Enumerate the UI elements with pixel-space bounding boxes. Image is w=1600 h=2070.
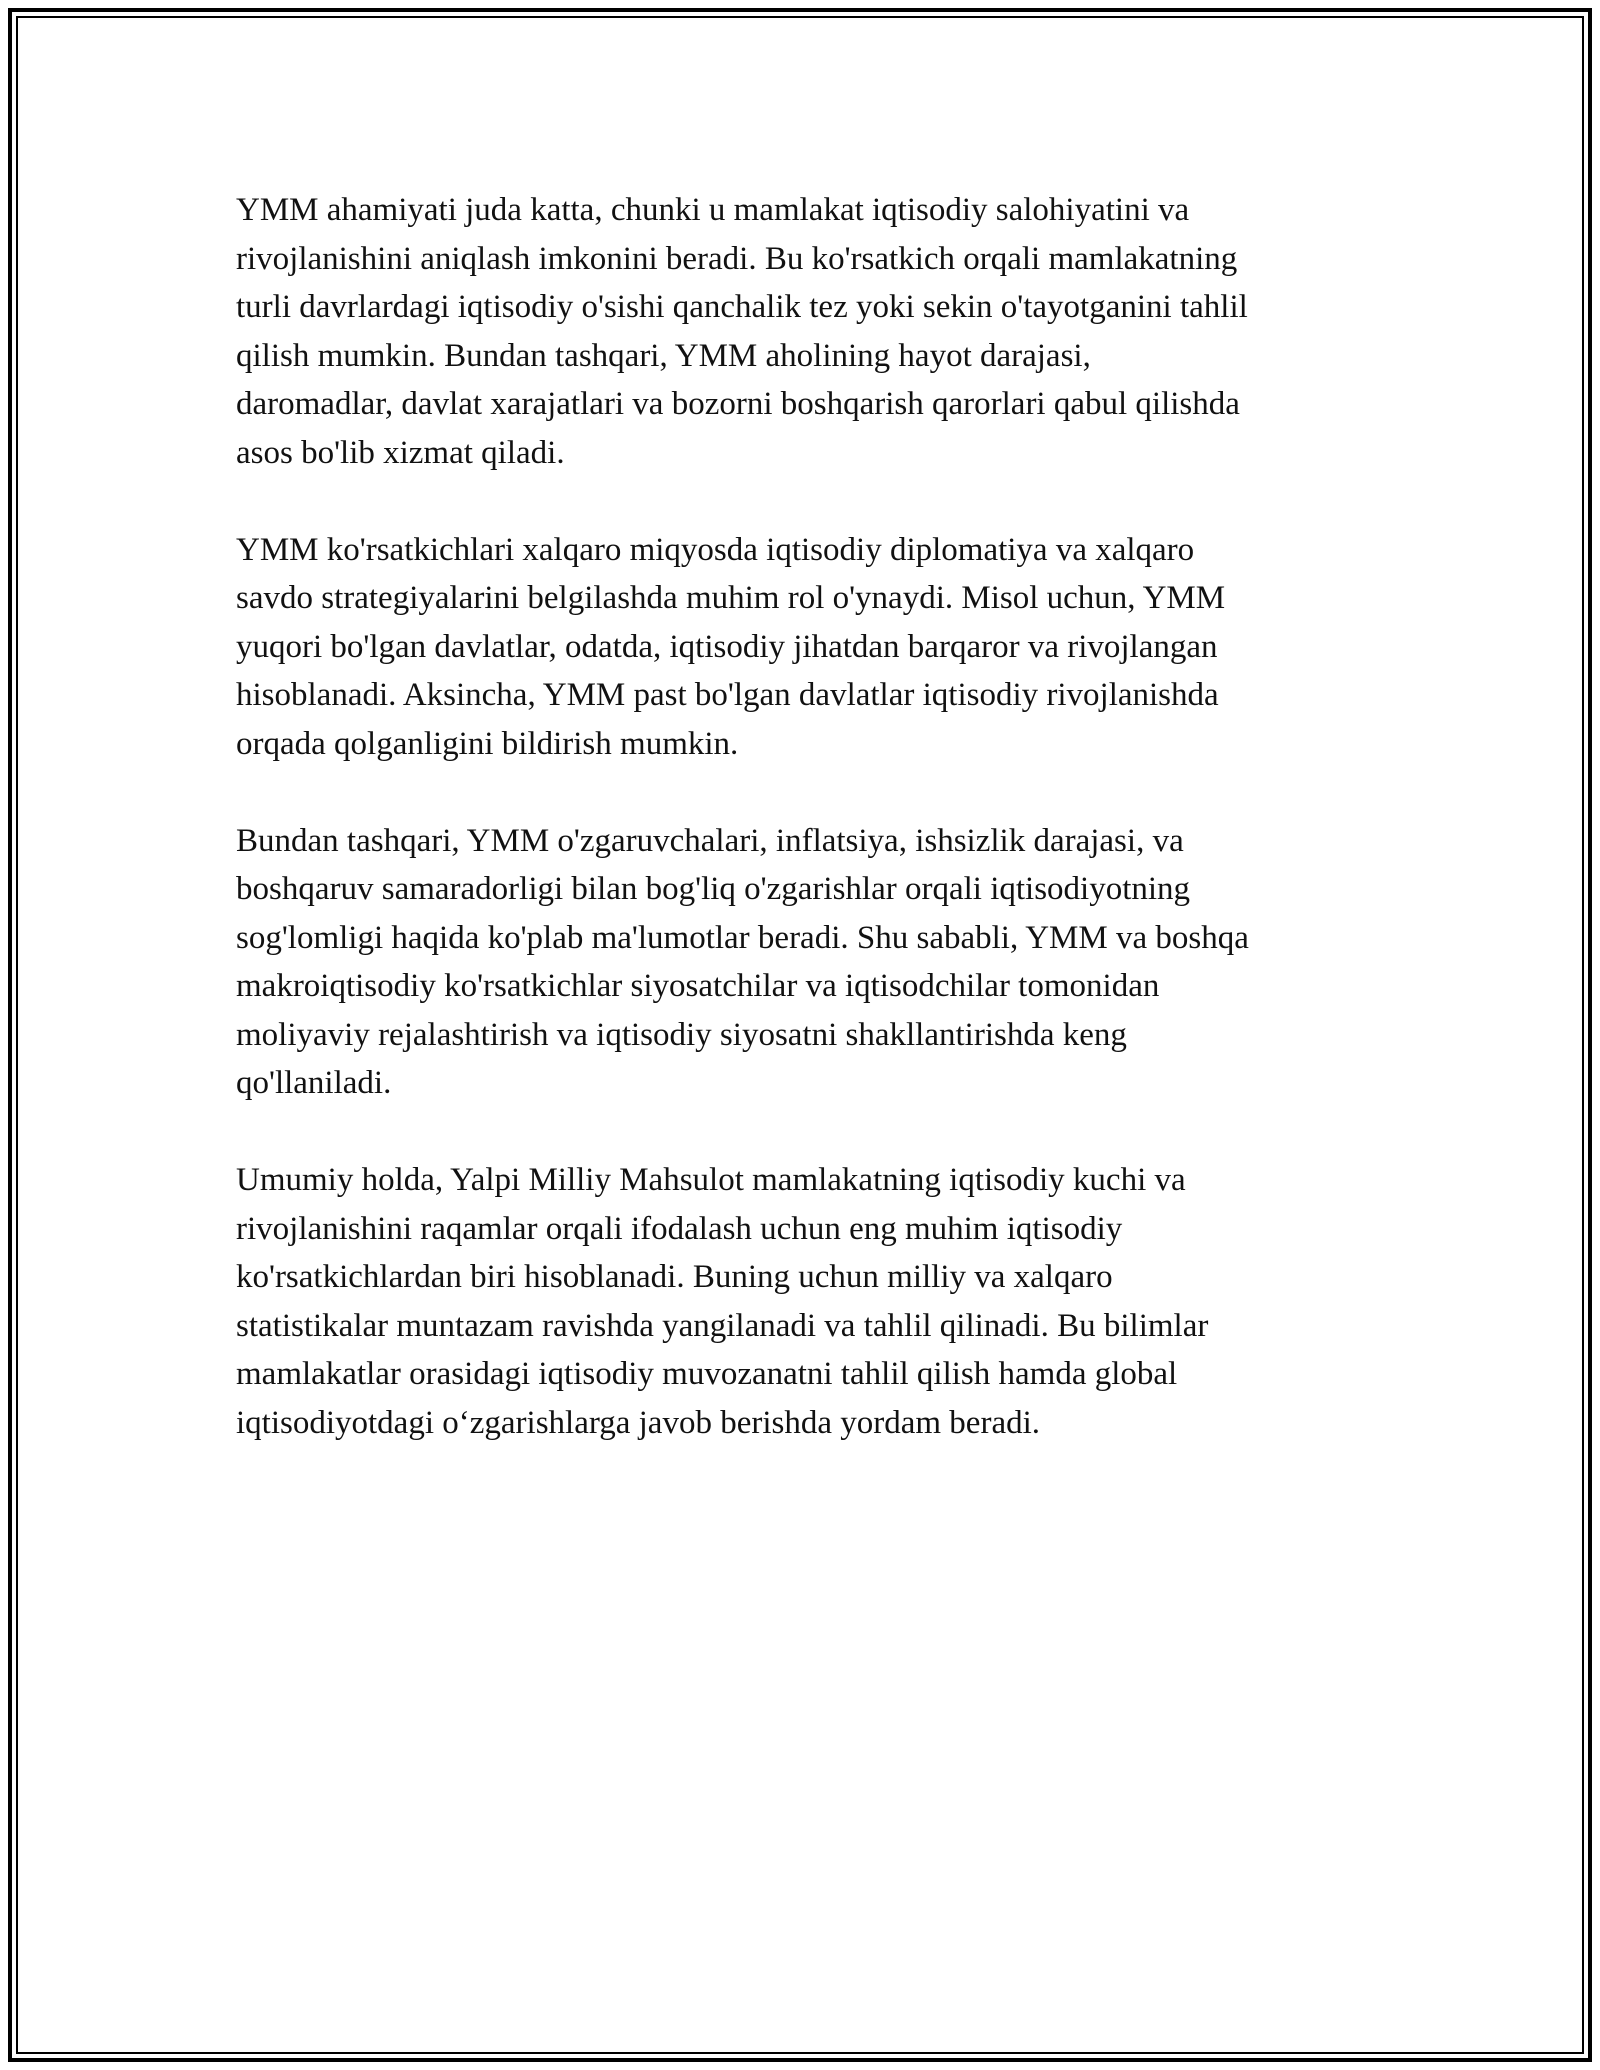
text-line: sog'lomligi haqida ko'plab ma'lumotlar beradi. Shu sababli, YMM va boshqa <box>236 919 1249 956</box>
text-line: rivojlanishini raqamlar orqali ifodalash uchun eng muhim iqtisodiy <box>236 1210 1123 1247</box>
text-line: qilish mumkin. Bundan tashqari, YMM aholining hayot darajasi, <box>236 337 1091 374</box>
text-line: hisoblanadi. Aksincha, YMM past bo'lgan davlatlar iqtisodiy rivojlanishda <box>236 677 1219 713</box>
text-line: Umumiy holda, Yalpi Milliy Mahsulot mamlakatning iqtisodiy kuchi va <box>236 1162 1186 1198</box>
paragraph-2 <box>236 526 1376 769</box>
text-line: YMM ahamiyati juda katta, chunki u mamlakat iqtisodiy salohiyatini va <box>236 192 1190 228</box>
text-line: rivojlanishini aniqlash imkonini beradi. Bu ko'rsatkich orqali mamlakatning <box>236 240 1238 277</box>
text-line: turli davrlardagi iqtisodiy o'sishi qanchalik tez yoki sekin o'tayotganini tahlil <box>236 289 1248 325</box>
paragraph-1 <box>236 186 1376 477</box>
text-line: makroiqtisodiy ko'rsatkichlar siyosatchilar va iqtisodchilar tomonidan <box>236 968 1160 1004</box>
text-line: qo'llaniladi. <box>236 1065 392 1101</box>
text-line: savdo strategiyalarini belgilashda muhim rol o'ynaydi. Misol uchun, YMM <box>236 580 1226 616</box>
text-line: boshqaruv samaradorligi bilan bog'liq o'zgarishlar orqali iqtisodiyotning <box>236 871 1191 907</box>
text-line: statistikalar muntazam ravishda yangilanadi va tahlil qilinadi. Bu bilimlar <box>236 1307 1209 1344</box>
paragraph-3 <box>236 817 1376 1108</box>
text-line: daromadlar, davlat xarajatlari va bozorni boshqarish qarorlari qabul qilishda <box>236 386 1240 422</box>
text-line: Bundan tashqari, YMM o'zgaruvchalari, inflatsiya, ishsizlik darajasi, va <box>236 822 1184 859</box>
text-line: moliyaviy rejalashtirish va iqtisodiy siyosatni shakllantirishda keng <box>236 1016 1127 1053</box>
text-line: mamlakatlar orasidagi iqtisodiy muvozanatni tahlil qilish hamda global <box>236 1356 1178 1392</box>
paragraph-4 <box>236 1156 1376 1447</box>
document-body <box>236 186 1376 1496</box>
text-line: asos bo'lib xizmat qiladi. <box>236 434 565 471</box>
text-line: iqtisodiyotdagi o‘zgarishlarga javob berishda yordam beradi. <box>236 1404 1041 1441</box>
text-line: ko'rsatkichlardan biri hisoblanadi. Buning uchun milliy va xalqaro <box>236 1259 1113 1295</box>
text-line: YMM ko'rsatkichlari xalqaro miqyosda iqtisodiy diplomatiya va xalqaro <box>236 531 1195 568</box>
text-line: yuqori bo'lgan davlatlar, odatda, iqtisodiy jihatdan barqaror va rivojlangan <box>236 628 1218 665</box>
text-line: orqada qolganligini bildirish mumkin. <box>236 725 739 762</box>
